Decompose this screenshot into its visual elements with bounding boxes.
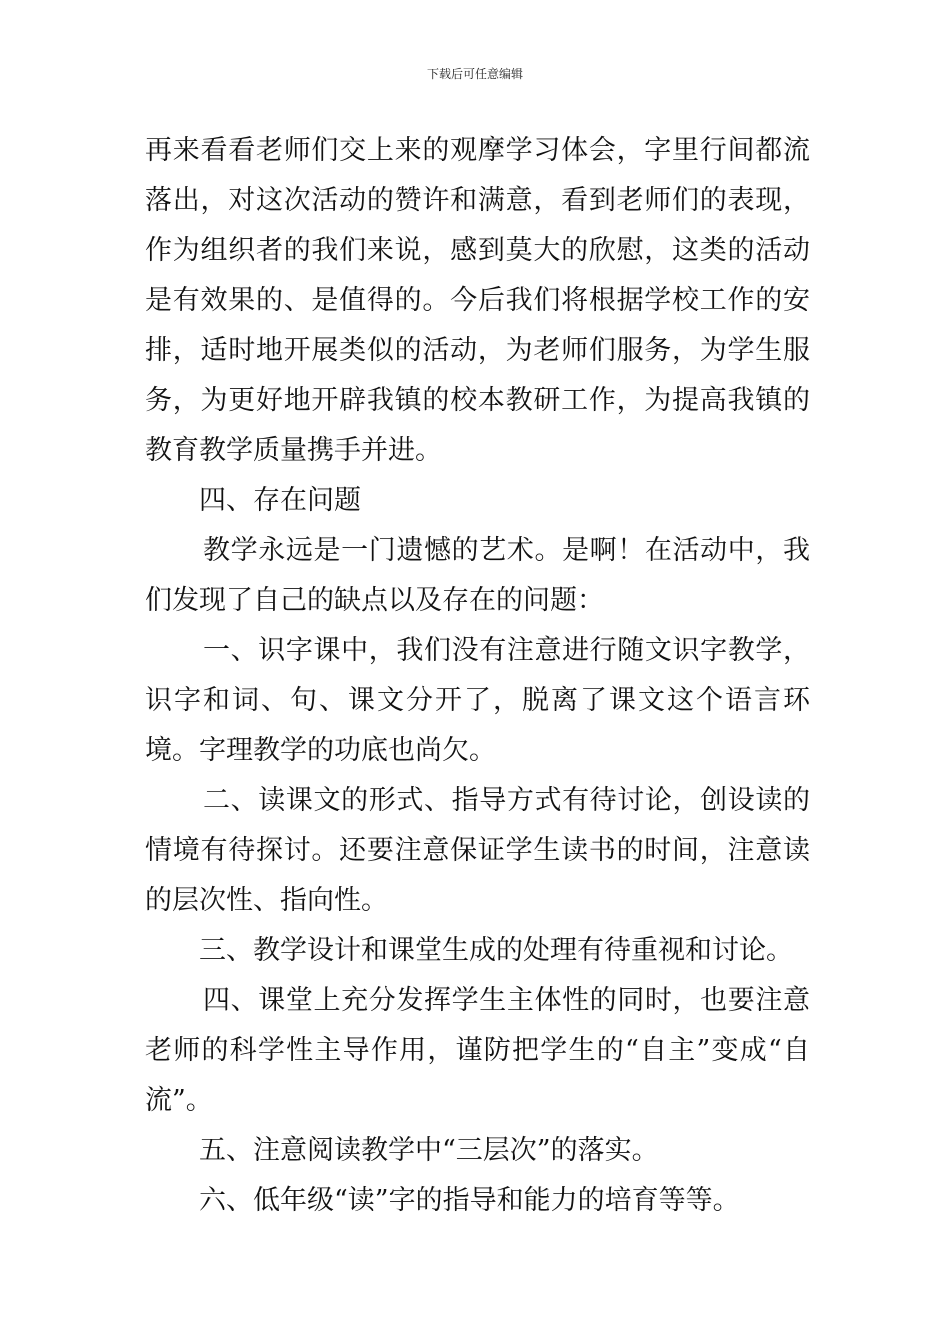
- problem-item-1: 一、识字课中，我们没有注意进行随文识字教学，识字和词、句、课文分开了，脱离了课文这个语言环境。字理教学的功底也尚欠。: [145, 635, 810, 766]
- page-header: 下载后可任意编辑: [426, 67, 523, 81]
- document-body: [145, 126, 810, 1226]
- problem-item-4: 四、课堂上充分发挥学生主体性的同时，也要注意老师的科学性主导作用，谨防把学生的“自主”变成“自流”。: [145, 985, 810, 1116]
- problem-item-6: 六、低年级“读”字的指导和能力的培育等等。: [199, 1185, 740, 1216]
- paragraph-intro-problems: 教学永远是一门遗憾的艺术。是啊！在活动中，我们发现了自己的缺点以及存在的问题：: [145, 535, 810, 616]
- paragraph-1: 再来看看老师们交上来的观摩学习体会，字里行间都流落出，对这次活动的赞许和满意，看到老师们的表现，作为组织者的我们来说，感到莫大的欣慰，这类的活动是有效果的、是值得的。今后我们将根据学校工作的安排，适时地开展类似的活动，为老师们服务，为学生服务，为更好地开辟我镇的校本教研工作，为提高我镇的教育教学质量携手并进。: [145, 135, 810, 466]
- section-heading-problems: 四、存在问题: [199, 485, 361, 516]
- problem-item-2: 二、读课文的形式、指导方式有待讨论，创设读的情境有待探讨。还要注意保证学生读书的时间，注意读的层次性、指向性。: [145, 785, 810, 916]
- problem-item-3: 三、教学设计和课堂生成的处理有待重视和讨论。: [199, 935, 793, 966]
- problem-item-5: 五、注意阅读教学中“三层次”的落实。: [199, 1135, 659, 1166]
